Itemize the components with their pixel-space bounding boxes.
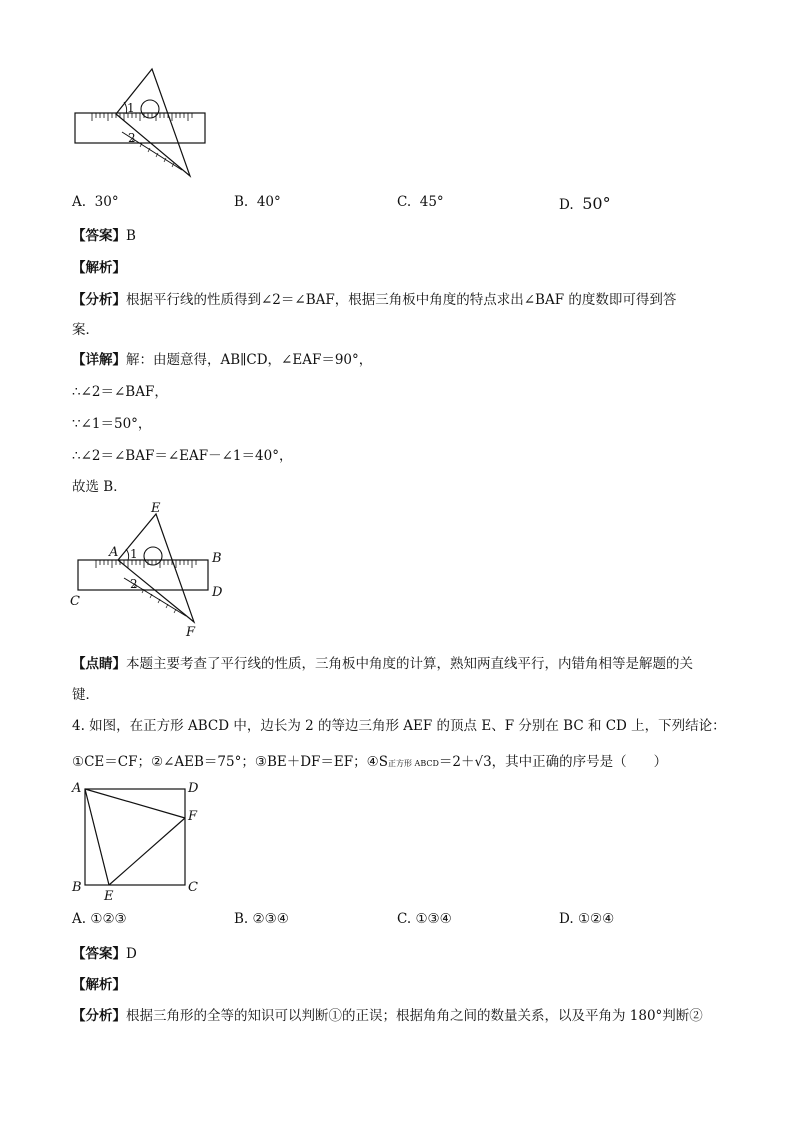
point-d-label: D (212, 585, 223, 600)
option-b: B. 40° (234, 194, 281, 210)
comment-line-2: 键． (72, 687, 99, 703)
point-d-label: D (188, 781, 199, 796)
detail-line-4: ∴∠2＝∠BAF＝∠EAF－∠1＝40°， (72, 448, 293, 464)
q4-option-a: A. ①②③ (72, 911, 127, 927)
angle-1-label: 1 (130, 547, 138, 561)
figure-square-triangle (70, 778, 210, 902)
answer-line: 【答案】B (72, 228, 136, 244)
analysis-line-2: 案． (72, 322, 99, 338)
q4-stem-line-2: ①CE＝CF；②∠AEB＝75°；③BE＋DF＝EF；④S正方形 ABCD＝2＋√3，其中正确的序号是（ ） (72, 754, 668, 770)
jiexi-heading: 【解析】 (72, 260, 126, 276)
analysis-line-1: 【分析】根据平行线的性质得到∠2＝∠BAF，根据三角板中角度的特点求出∠BAF 的度数即可得到答 (72, 292, 677, 308)
detail-line-1: 【详解】解：由题意得，AB∥CD，∠EAF＝90°， (72, 352, 373, 368)
point-a-label: A (109, 545, 119, 560)
q4-analysis-line-1: 【分析】根据三角形的全等的知识可以判断①的正误；根据角角之间的数量关系，以及平角为 180°判断② (72, 1008, 703, 1024)
comment-line-1: 【点睛】本题主要考查了平行线的性质，三角板中角度的计算，熟知两直线平行，内错角相等是解题的关 (72, 656, 693, 672)
angle-2-label: 2 (128, 131, 136, 145)
q4-jiexi-heading: 【解析】 (72, 977, 126, 993)
q4-option-c: C. ①③④ (397, 911, 452, 927)
point-c-label: C (188, 880, 198, 895)
q4-answer-line: 【答案】D (72, 946, 137, 962)
point-f-label: F (188, 809, 198, 824)
point-a-label: A (72, 781, 82, 796)
detail-line-2: ∴∠2＝∠BAF， (72, 384, 168, 400)
q4-option-d: D. ①②④ (559, 911, 615, 927)
point-e-label: E (104, 889, 114, 902)
point-b-label: B (72, 880, 82, 895)
point-b-label: B (212, 551, 222, 566)
angle-1-label: 1 (127, 101, 135, 115)
q4-option-b: B. ②③④ (234, 911, 289, 927)
q4-stem-line-1: 4. 如图，在正方形 ABCD 中，边长为 2 的等边三角形 AEF 的顶点 E、F 分别在 BC 和 CD 上，下列结论： (72, 718, 726, 734)
detail-line-5: 故选 B． (72, 479, 127, 495)
angle-2-label: 2 (130, 577, 138, 591)
point-f-label: F (186, 625, 196, 640)
point-c-label: C (70, 594, 80, 609)
option-c: C. 45° (397, 194, 444, 210)
figure-ruler-triangle-1 (72, 66, 212, 182)
point-e-label: E (151, 501, 161, 516)
option-d: D. 50° (559, 194, 611, 213)
option-a: A. 30° (72, 194, 119, 210)
figure-ruler-triangle-2 (66, 496, 236, 644)
detail-line-3: ∵∠1＝50°， (72, 416, 152, 432)
